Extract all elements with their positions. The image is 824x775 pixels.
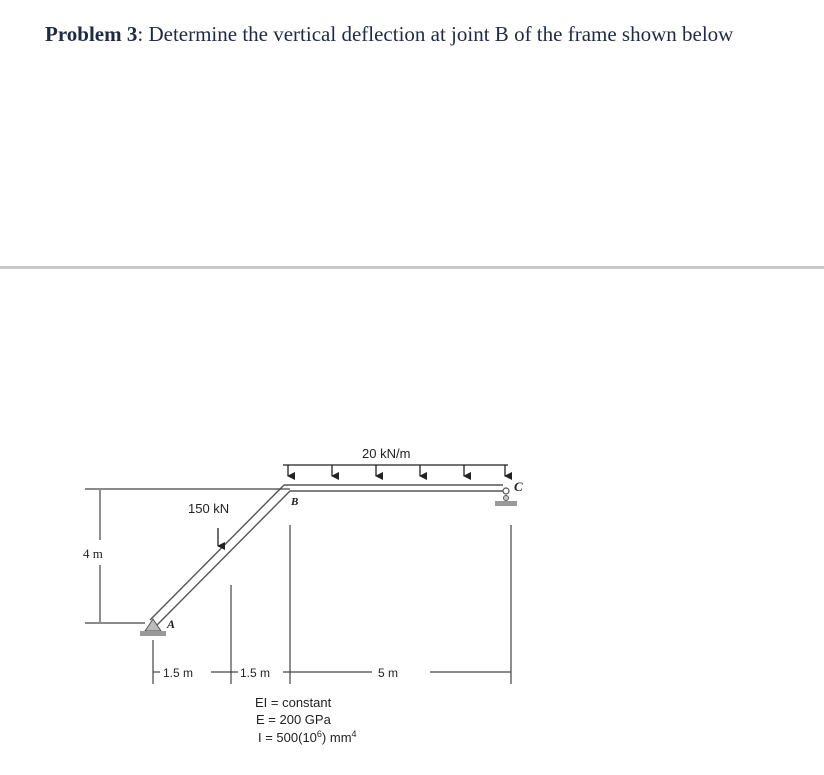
property-i-unit-exp: 4	[351, 729, 357, 739]
property-i-mid: ) mm	[321, 730, 352, 745]
property-ei: EI = constant	[255, 695, 332, 710]
height-dimension-label: 4 m	[83, 546, 103, 561]
pin-support-a	[140, 619, 166, 636]
distributed-load-arrows	[283, 465, 508, 476]
joint-c-label: C	[514, 479, 523, 494]
dimension-3-label: 5 m	[378, 666, 399, 680]
property-i	[258, 729, 357, 745]
problem-text: Determine the vertical deflection at joint B of the frame shown below	[143, 22, 734, 46]
point-load-label: 150 kN	[188, 501, 230, 516]
problem-label: Problem 3	[45, 22, 138, 46]
property-i-prefix: I = 500(10	[258, 730, 317, 745]
property-e: E = 200 GPa	[256, 712, 331, 727]
dimension-1-label: 1.5 m	[163, 666, 194, 680]
problem-separator: :	[137, 22, 144, 46]
joint-b-label: B	[291, 496, 299, 508]
member-bc	[284, 485, 503, 491]
joint-a-label: A	[167, 617, 176, 631]
distributed-load-label: 20 kN/m	[362, 446, 411, 461]
extension-lines	[153, 525, 511, 684]
property-i-exp: 6	[316, 729, 322, 739]
dimension-2-label: 1.5 m	[240, 666, 271, 680]
